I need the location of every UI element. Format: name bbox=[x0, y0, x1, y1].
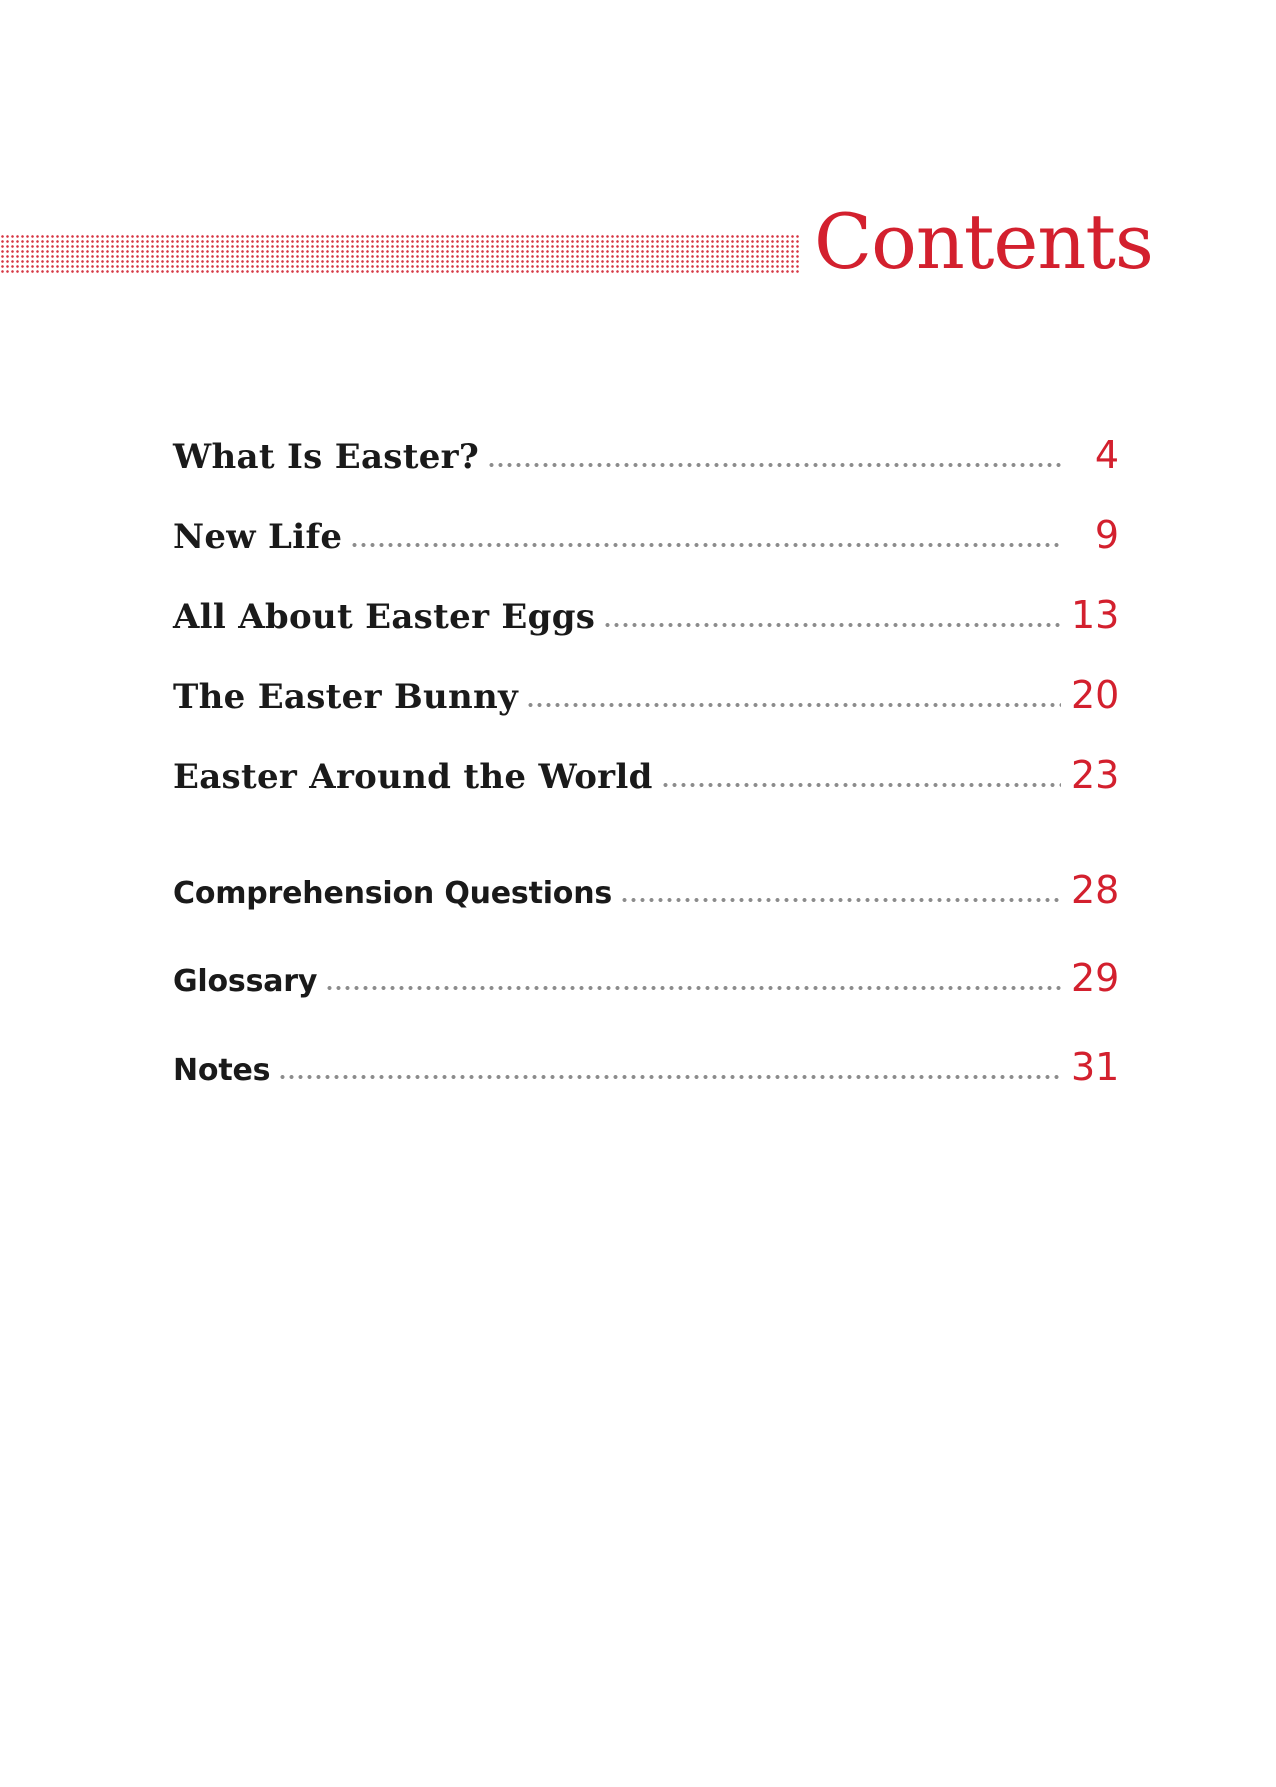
toc-entry-page-number: 29 bbox=[1071, 956, 1120, 1000]
dot-leader bbox=[603, 622, 1061, 628]
toc-entry-label: Notes bbox=[173, 1053, 271, 1088]
toc-entry-label: New Life bbox=[173, 517, 343, 557]
toc-entry-all-about-easter-eggs[interactable] bbox=[173, 586, 1120, 637]
toc-entry-notes[interactable] bbox=[173, 1038, 1120, 1089]
dot-leader bbox=[661, 782, 1061, 788]
toc-entry-comprehension-questions[interactable] bbox=[173, 861, 1120, 912]
dot-leader bbox=[487, 462, 1061, 468]
toc-entry-page-number: 31 bbox=[1071, 1045, 1120, 1089]
toc-entry-label: What Is Easter? bbox=[173, 437, 480, 477]
dot-leader bbox=[350, 542, 1061, 548]
toc-entry-label: Easter Around the World bbox=[173, 757, 653, 797]
dot-leader bbox=[278, 1074, 1061, 1080]
toc-entry-page-number: 13 bbox=[1071, 593, 1120, 637]
toc-entry-label: All About Easter Eggs bbox=[173, 597, 596, 637]
toc-entry-label: Comprehension Questions bbox=[173, 876, 613, 911]
dot-leader bbox=[526, 702, 1061, 708]
toc-entry-page-number: 4 bbox=[1094, 433, 1119, 477]
header-dot-band bbox=[0, 234, 800, 274]
toc-entry-glossary[interactable] bbox=[173, 949, 1120, 1000]
toc-entry-what-is-easter[interactable] bbox=[173, 426, 1119, 477]
dot-leader bbox=[325, 985, 1061, 991]
toc-entry-easter-around-the-world[interactable] bbox=[173, 746, 1120, 797]
toc-entry-label: The Easter Bunny bbox=[173, 677, 519, 717]
toc-entry-page-number: 9 bbox=[1094, 513, 1119, 557]
toc-entry-the-easter-bunny[interactable] bbox=[173, 666, 1120, 717]
toc-entry-label: Glossary bbox=[173, 964, 318, 999]
dot-leader bbox=[620, 897, 1061, 903]
toc-entry-page-number: 28 bbox=[1071, 868, 1120, 912]
toc-entry-page-number: 20 bbox=[1071, 673, 1120, 717]
page-title: Contents bbox=[814, 197, 1153, 286]
toc-entry-new-life[interactable] bbox=[173, 506, 1119, 557]
toc-entry-page-number: 23 bbox=[1071, 753, 1120, 797]
